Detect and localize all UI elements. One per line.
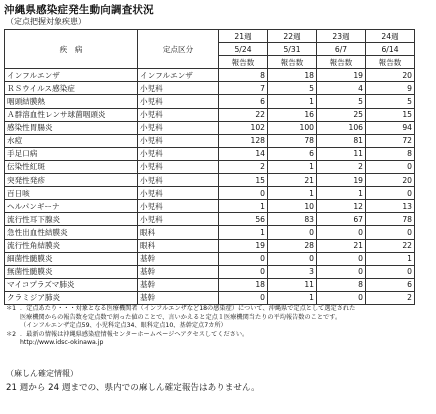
count-cell: 4 [317, 82, 366, 95]
count-cell: 0 [219, 252, 268, 265]
count-cell: 11 [268, 278, 317, 291]
count-cell: 1 [268, 160, 317, 173]
table-row [5, 239, 415, 252]
disease-cell: 急性出血性結膜炎 [5, 226, 138, 239]
disease-cell: 突発性発疹 [5, 174, 138, 187]
count-cell: 0 [366, 160, 415, 173]
category-cell: 小児科 [138, 121, 219, 134]
disease-cell: 手足口病 [5, 147, 138, 160]
count-cell: 11 [317, 147, 366, 160]
count-cell: 0 [268, 252, 317, 265]
table-row [5, 134, 415, 147]
category-cell: 基幹 [138, 265, 219, 278]
count-cell: 83 [268, 213, 317, 226]
measles-heading: （麻しん確定情報） [6, 369, 78, 378]
count-cell: 6 [366, 278, 415, 291]
table-row [5, 278, 415, 291]
table-row [5, 69, 415, 82]
note-text: （インフルエンザ定点59、小児科定点34、眼科定点10、基幹定点7カ所） [20, 322, 227, 330]
count-cell: 21 [268, 174, 317, 187]
count-cell: 94 [366, 121, 415, 134]
header-count-label: 報告数 [268, 56, 317, 69]
header-disease: 疾 病 [5, 30, 138, 69]
count-cell: 78 [366, 213, 415, 226]
disease-cell: インフルエンザ [5, 69, 138, 82]
count-cell: 15 [366, 108, 415, 121]
page-title: 沖縄県感染症発生動向調査状況 [4, 4, 154, 16]
count-cell: 19 [219, 239, 268, 252]
count-cell: 15 [219, 174, 268, 187]
count-cell: 2 [317, 160, 366, 173]
note-mark: ＊2 [6, 330, 17, 338]
category-cell: 小児科 [138, 200, 219, 213]
disease-cell: 流行性角結膜炎 [5, 239, 138, 252]
count-cell: 8 [219, 69, 268, 82]
count-cell: 18 [219, 278, 268, 291]
category-cell: 小児科 [138, 213, 219, 226]
count-cell: 3 [268, 265, 317, 278]
header-count-label: 報告数 [317, 56, 366, 69]
count-cell: 22 [219, 108, 268, 121]
count-cell: 6 [268, 147, 317, 160]
category-cell: 小児科 [138, 82, 219, 95]
count-cell: 1 [219, 200, 268, 213]
table-row [5, 187, 415, 200]
count-cell: 0 [219, 265, 268, 278]
count-cell: 5 [366, 95, 415, 108]
count-cell: 56 [219, 213, 268, 226]
header-week: 22週 [268, 30, 317, 43]
measles-text: 21 週から 24 週までの、県内での麻しん確定報告はありません。 [6, 383, 260, 393]
header-date: 6/7 [317, 43, 366, 56]
count-cell: 22 [366, 239, 415, 252]
count-cell: 1 [268, 291, 317, 304]
category-cell: 基幹 [138, 291, 219, 304]
count-cell: 1 [268, 95, 317, 108]
table-row [5, 160, 415, 173]
count-cell: 78 [268, 134, 317, 147]
count-cell: 7 [219, 82, 268, 95]
header-date: 6/14 [366, 43, 415, 56]
disease-cell: 水痘 [5, 134, 138, 147]
count-cell: 10 [268, 200, 317, 213]
count-cell: 21 [317, 239, 366, 252]
count-cell: 12 [317, 200, 366, 213]
count-cell: 14 [219, 147, 268, 160]
count-cell: 81 [317, 134, 366, 147]
count-cell: 106 [317, 121, 366, 134]
table-row [5, 252, 415, 265]
count-cell: 0 [366, 265, 415, 278]
count-cell: 100 [268, 121, 317, 134]
count-cell: 1 [366, 252, 415, 265]
count-cell: 102 [219, 121, 268, 134]
category-cell: 小児科 [138, 147, 219, 160]
page-subtitle: （定点把握対象疾患） [6, 17, 86, 26]
disease-cell: 百日咳 [5, 187, 138, 200]
count-cell: 0 [219, 187, 268, 200]
count-cell: 2 [366, 291, 415, 304]
surveillance-table [4, 29, 415, 305]
header-week: 23週 [317, 30, 366, 43]
table-row [5, 108, 415, 121]
count-cell: 20 [366, 69, 415, 82]
disease-cell: 流行性耳下腺炎 [5, 213, 138, 226]
count-cell: 72 [366, 134, 415, 147]
disease-cell: Ａ群溶血性レンサ球菌咽頭炎 [5, 108, 138, 121]
count-cell: 128 [219, 134, 268, 147]
header-count-label: 報告数 [219, 56, 268, 69]
table-row [5, 200, 415, 213]
count-cell: 0 [219, 291, 268, 304]
category-cell: 基幹 [138, 252, 219, 265]
count-cell: 20 [366, 174, 415, 187]
category-cell: インフルエンザ [138, 69, 219, 82]
disease-cell: ＲＳウイルス感染症 [5, 82, 138, 95]
count-cell: 0 [268, 226, 317, 239]
category-cell: 基幹 [138, 278, 219, 291]
count-cell: 2 [219, 160, 268, 173]
count-cell: 0 [317, 291, 366, 304]
count-cell: 0 [366, 226, 415, 239]
disease-cell: マイコプラズマ肺炎 [5, 278, 138, 291]
disease-cell: ヘルパンギーナ [5, 200, 138, 213]
count-cell: 28 [268, 239, 317, 252]
header-category: 定点区分 [138, 30, 219, 69]
info-center-link[interactable]: http://www.idsc-okinawa.jp [20, 339, 104, 347]
note-text: ．最新の情報は沖縄県感染症情報センターホームページへアクセスしてください。 [20, 330, 249, 338]
disease-cell: 感染性胃腸炎 [5, 121, 138, 134]
count-cell: 8 [317, 278, 366, 291]
header-date: 5/24 [219, 43, 268, 56]
category-cell: 小児科 [138, 174, 219, 187]
note-text: ．定点あたり・・・対象となる医療機関者（インフルエンザなど18の感染症）について、沖縄県で定点として選定された [20, 305, 356, 312]
count-cell: 5 [268, 82, 317, 95]
disease-cell: 細菌性髄膜炎 [5, 252, 138, 265]
count-cell: 0 [317, 226, 366, 239]
table-row [5, 95, 415, 108]
count-cell: 0 [366, 187, 415, 200]
count-cell: 8 [366, 147, 415, 160]
count-cell: 0 [317, 265, 366, 278]
count-cell: 1 [268, 187, 317, 200]
count-cell: 16 [268, 108, 317, 121]
disease-cell: クラミジア肺炎 [5, 291, 138, 304]
table-row [5, 174, 415, 187]
count-cell: 9 [366, 82, 415, 95]
count-cell: 19 [317, 69, 366, 82]
count-cell: 0 [317, 252, 366, 265]
category-cell: 眼科 [138, 226, 219, 239]
count-cell: 6 [219, 95, 268, 108]
disease-cell: 咽頭結膜熱 [5, 95, 138, 108]
table-row [5, 121, 415, 134]
note-text: 医療機関からの報告数を定点数で割った値のことで、言いかえると定点１医療機関当たりの平均報告数のことです。 [20, 313, 342, 321]
count-cell: 5 [317, 95, 366, 108]
category-cell: 小児科 [138, 108, 219, 121]
category-cell: 小児科 [138, 187, 219, 200]
count-cell: 1 [219, 226, 268, 239]
count-cell: 13 [366, 200, 415, 213]
category-cell: 眼科 [138, 239, 219, 252]
header-week: 24週 [366, 30, 415, 43]
count-cell: 67 [317, 213, 366, 226]
table-row [5, 265, 415, 278]
table-row [5, 82, 415, 95]
category-cell: 小児科 [138, 95, 219, 108]
category-cell: 小児科 [138, 160, 219, 173]
table-row [5, 226, 415, 239]
table-row [5, 291, 415, 304]
category-cell: 小児科 [138, 134, 219, 147]
footnotes [6, 305, 430, 348]
count-cell: 1 [317, 187, 366, 200]
count-cell: 19 [317, 174, 366, 187]
count-cell: 18 [268, 69, 317, 82]
header-date: 5/31 [268, 43, 317, 56]
disease-cell: 無菌性髄膜炎 [5, 265, 138, 278]
table-row [5, 213, 415, 226]
header-week: 21週 [219, 30, 268, 43]
header-count-label: 報告数 [366, 56, 415, 69]
disease-cell: 伝染性紅斑 [5, 160, 138, 173]
note-mark: ＊1 [6, 305, 17, 312]
count-cell: 25 [317, 108, 366, 121]
table-row [5, 147, 415, 160]
